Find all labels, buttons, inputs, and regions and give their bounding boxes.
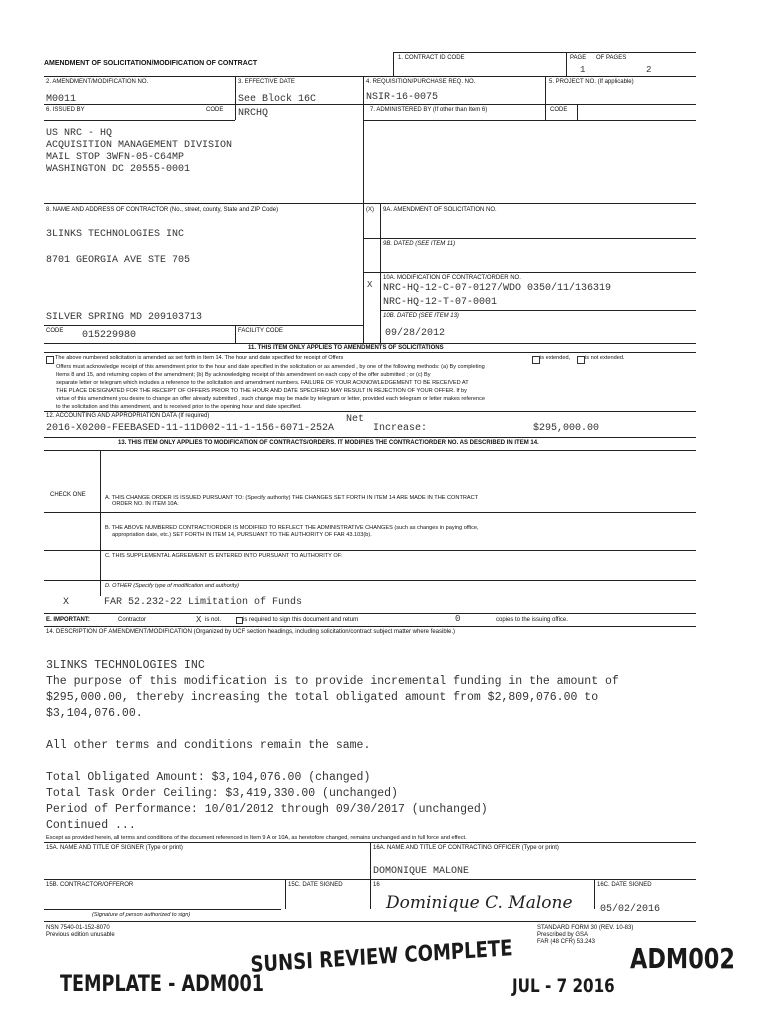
extended-text: is extended, [540,355,571,361]
officer-signature: Dominique C. Malone [386,893,573,913]
far-text: FAR (48 CFR) 53.243 [537,939,596,945]
amendment-no: M0011 [46,94,77,105]
block13-b-text2: appropriation date, etc.) SET FORTH IN ITEM 14, PURSUANT TO THE AUTHORITY OF FAR 43.103(b). [112,532,372,538]
page-label: PAGE [570,55,587,61]
administered-by-code-label: CODE [550,107,568,113]
block13-d-value: FAR 52.232-22 Limitation of Funds [104,597,303,608]
contractor-date-signed-label: 15C. DATE SIGNED [288,882,343,888]
administered-by-label: 7. ADMINISTERED BY (If other than Item 6) [370,107,488,113]
block9-mark: (X) [366,207,374,213]
block11-body-2: Items 8 and 15, and returning copies of the amendment; (b) By acknowledging receipt of this amendment on each copy of the offer submitted ; or (c) By [56,372,431,378]
date-stamp: JUL - 7 2016 [512,975,615,997]
signer-name-label: 15A. NAME AND TITLE OF SIGNER (Type or print) [46,845,183,851]
block13-a-text: A. THIS CHANGE ORDER IS ISSUED PURSUANT TO: (Specify authority) THE CHANGES SET FORTH IN ITEM 14 ARE MADE IN THE CONTRACT [105,495,479,501]
block11-body-5: virtue of this amendment you desire to change an offer already submitted , such change may be made by telegram or letter, provided each telegram or letter makes reference [56,396,485,402]
copies-number: 0 [455,614,461,624]
signature-instruction: (Signature of person authorized to sign) [92,912,191,918]
increase-amount: $295,000.00 [533,423,600,434]
is-not-mark: X [196,615,202,625]
net-label: Net [346,414,365,425]
officer-date-signed: 05/02/2016 [600,904,661,915]
block13-b-text: B. THE ABOVE NUMBERED CONTRACT/ORDER IS MODIFIED TO REFLECT THE ADMINISTRATIVE CHANGES (such as changes in paying office, [105,525,479,531]
block11-body-3: separate letter or telegram which includes a reference to the solicitation and amendment numbers. FAILURE OF YOUR ACKNOWLEDGEMENT TO BE RECEIVED AT [56,380,469,386]
issuer-line-1: US NRC - HQ [46,128,113,139]
block10-mark: X [367,280,373,290]
block11-line1: The above numbered solicitation is amended as set forth in Item 14. The hour and date specified for receipt of Offers [55,355,344,361]
important-label: E. IMPORTANT: [46,617,90,623]
block11-heading: 11. THIS ITEM ONLY APPLIES TO AMENDMENTS OF SOLICITATIONS [248,345,444,351]
description-line-3: $295,000.00, thereby increasing the total obligated amount from $2,809,076.00 to [46,691,599,704]
description-line-6: All other terms and conditions remain the same. [46,739,371,752]
officer-name-label: 16A. NAME AND TITLE OF CONTRACTING OFFICER (Type or print) [373,845,559,851]
accounting-data-label: 12. ACCOUNTING AND APPROPRIATION DATA (If required) [46,413,210,419]
officer-date-signed-label: 16C. DATE SIGNED [597,882,652,888]
block11-body-6: to the solicitation and this amendment, and is received prior to the opening hour and date specified. [56,404,302,410]
description-line-4: $3,104,076.00. [46,707,143,720]
facility-code-label: FACILITY CODE [238,328,283,334]
contract-no-line-2: NRC-HQ-12-T-07-0001 [383,297,498,308]
page-count: 2 [646,65,652,75]
standard-form-text: STANDARD FORM 30 (REV. 10-83) [537,925,634,931]
description-line-11: Continued ... [46,819,136,832]
description-line-8: Total Obligated Amount: $3,104,076.00 (changed) [46,771,371,784]
contract-dated-label: 10B. DATED (SEE ITEM 13) [383,313,459,319]
requisition-no: NSIR-16-0075 [366,92,439,103]
block11-body-4: THE PLACE DESIGNATED FOR THE RECEIPT OF OFFERS PRIOR TO THE HOUR AND DATE SPECIFIED MAY RESULT IN REJECTION OF YOUR OFFER. If by [56,388,467,394]
issuer-line-3: MAIL STOP 3WFN-05-C64MP [46,152,185,163]
block13-c-text: C. THIS SUPPLEMENTAL AGREEMENT IS ENTERED INTO PURSUANT TO AUTHORITY OF: [105,553,343,559]
issued-by-label: 6. ISSUED BY [46,107,85,113]
description-label: 14. DESCRIPTION OF AMENDMENT/MODIFICATION (Organized by UCF section headings, including solicitation/contract subject matter where feasible.) [46,629,456,635]
accounting-data: 2016-X0200-FEEBASED-11-11D002-11-1-156-6071-252A [46,423,335,434]
copies-text: copies to the issuing office. [496,617,568,623]
extended-checkbox[interactable] [532,356,540,364]
prescribed-by-text: Prescribed by GSA [537,932,589,938]
issuer-line-2: ACQUISITION MANAGEMENT DIVISION [46,140,233,151]
usa-label: 16 [373,882,380,888]
except-text: Except as provided herein, all terms and conditions of the document referenced in Item 9 A or 10A, as heretofore changed, remains unchanged and in full force and effect. [46,835,467,841]
contractor-city: SILVER SPRING MD 209103713 [46,312,203,323]
issuer-line-4: WASHINGTON DC 20555-0001 [46,164,191,175]
contractor-code: 015229980 [82,330,137,341]
not-extended-checkbox[interactable] [577,356,585,364]
description-line-9: Total Task Order Ceiling: $3,419,330.00 (unchanged) [46,787,398,800]
not-extended-text: is not extended. [585,355,625,361]
nsn-text: NSN 7540-01-152-8070 [46,925,110,931]
increase-label: Increase: [373,423,428,434]
adm-stamp: ADM002 [630,942,735,975]
effective-date-label: 3. EFFECTIVE DATE [238,79,295,85]
block13-d-mark: X [63,597,70,608]
issued-by-code-label: CODE [206,107,224,113]
contractor-address-label: 8. NAME AND ADDRESS OF CONTRACTOR (No., street, county, State and ZIP Code) [46,207,279,213]
solicitation-no-label: 9A. AMENDMENT OF SOLICITATION NO. [383,207,497,213]
of-pages-label: OF PAGES [596,55,627,61]
effective-date: See Block 16C [238,94,317,105]
review-stamp: SUNSI REVIEW COMPLETE [250,936,514,978]
description-line-10: Period of Performance: 10/01/2012 through 09/30/2017 (unchanged) [46,803,488,816]
template-stamp: TEMPLATE - ADM001 [60,972,264,997]
officer-name: DOMONIQUE MALONE [373,866,470,877]
block11-checkbox[interactable] [46,356,54,364]
solicitation-date-label: 9B. DATED (SEE ITEM 11) [383,241,456,247]
contractor-code-label: CODE [46,328,64,334]
is-required-text: is required to sign this document and return [243,617,359,623]
contract-id-code-label: 1. CONTRACT ID CODE [398,55,465,61]
block13-a-text2: ORDER NO. IN ITEM 10A. [112,501,179,507]
requisition-no-label: 4. REQUISITION/PURCHASE REQ. NO. [366,79,476,85]
project-no-label: 5. PROJECT NO. (If applicable) [549,79,634,85]
check-one-label: CHECK ONE [50,492,86,498]
block13-heading: 13. THIS ITEM ONLY APPLIES TO MODIFICATION OF CONTRACTS/ORDERS. IT MODIFIES THE CONTRACT/ORDER NO. AS DESCRIBED IN ITEM 14. [118,440,539,446]
contractor-offeror-label: 15B. CONTRACTOR/OFFEROR [46,882,134,888]
previous-edition-text: Previous edition unusable [46,932,115,938]
amendment-no-label: 2. AMENDMENT/MODIFICATION NO. [46,79,149,85]
block11-body-1: Offers must acknowledge receipt of this amendment prior to the hour and date specified in the solicitation or as amended , by one of the following methods: (a) By completing [56,364,485,370]
description-line-2: The purpose of this modification is to provide incremental funding in the amount of [46,675,619,688]
is-not-text: is not. [205,617,222,623]
contract-no-label: 10A. MODIFICATION OF CONTRACT/ORDER NO. [383,275,521,281]
contractor-label: Contractor [118,617,147,623]
contract-no-line-1: NRC-HQ-12-C-07-0127/WDO 0350/11/136319 [383,283,612,294]
contract-dated: 09/28/2012 [385,328,446,339]
issued-by-code: NRCHQ [238,108,269,119]
contractor-name: 3LINKS TECHNOLOGIES INC [46,229,185,240]
block13-d-text: D. OTHER (Specify type of modification and authority) [105,583,239,589]
description-line-1: 3LINKS TECHNOLOGIES INC [46,659,205,672]
is-required-checkbox[interactable] [236,617,243,624]
form-title: AMENDMENT OF SOLICITATION/MODIFICATION OF CONTRACT [44,60,258,67]
page-number: 1 [580,65,586,75]
contractor-street: 8701 GEORGIA AVE STE 705 [46,255,191,266]
